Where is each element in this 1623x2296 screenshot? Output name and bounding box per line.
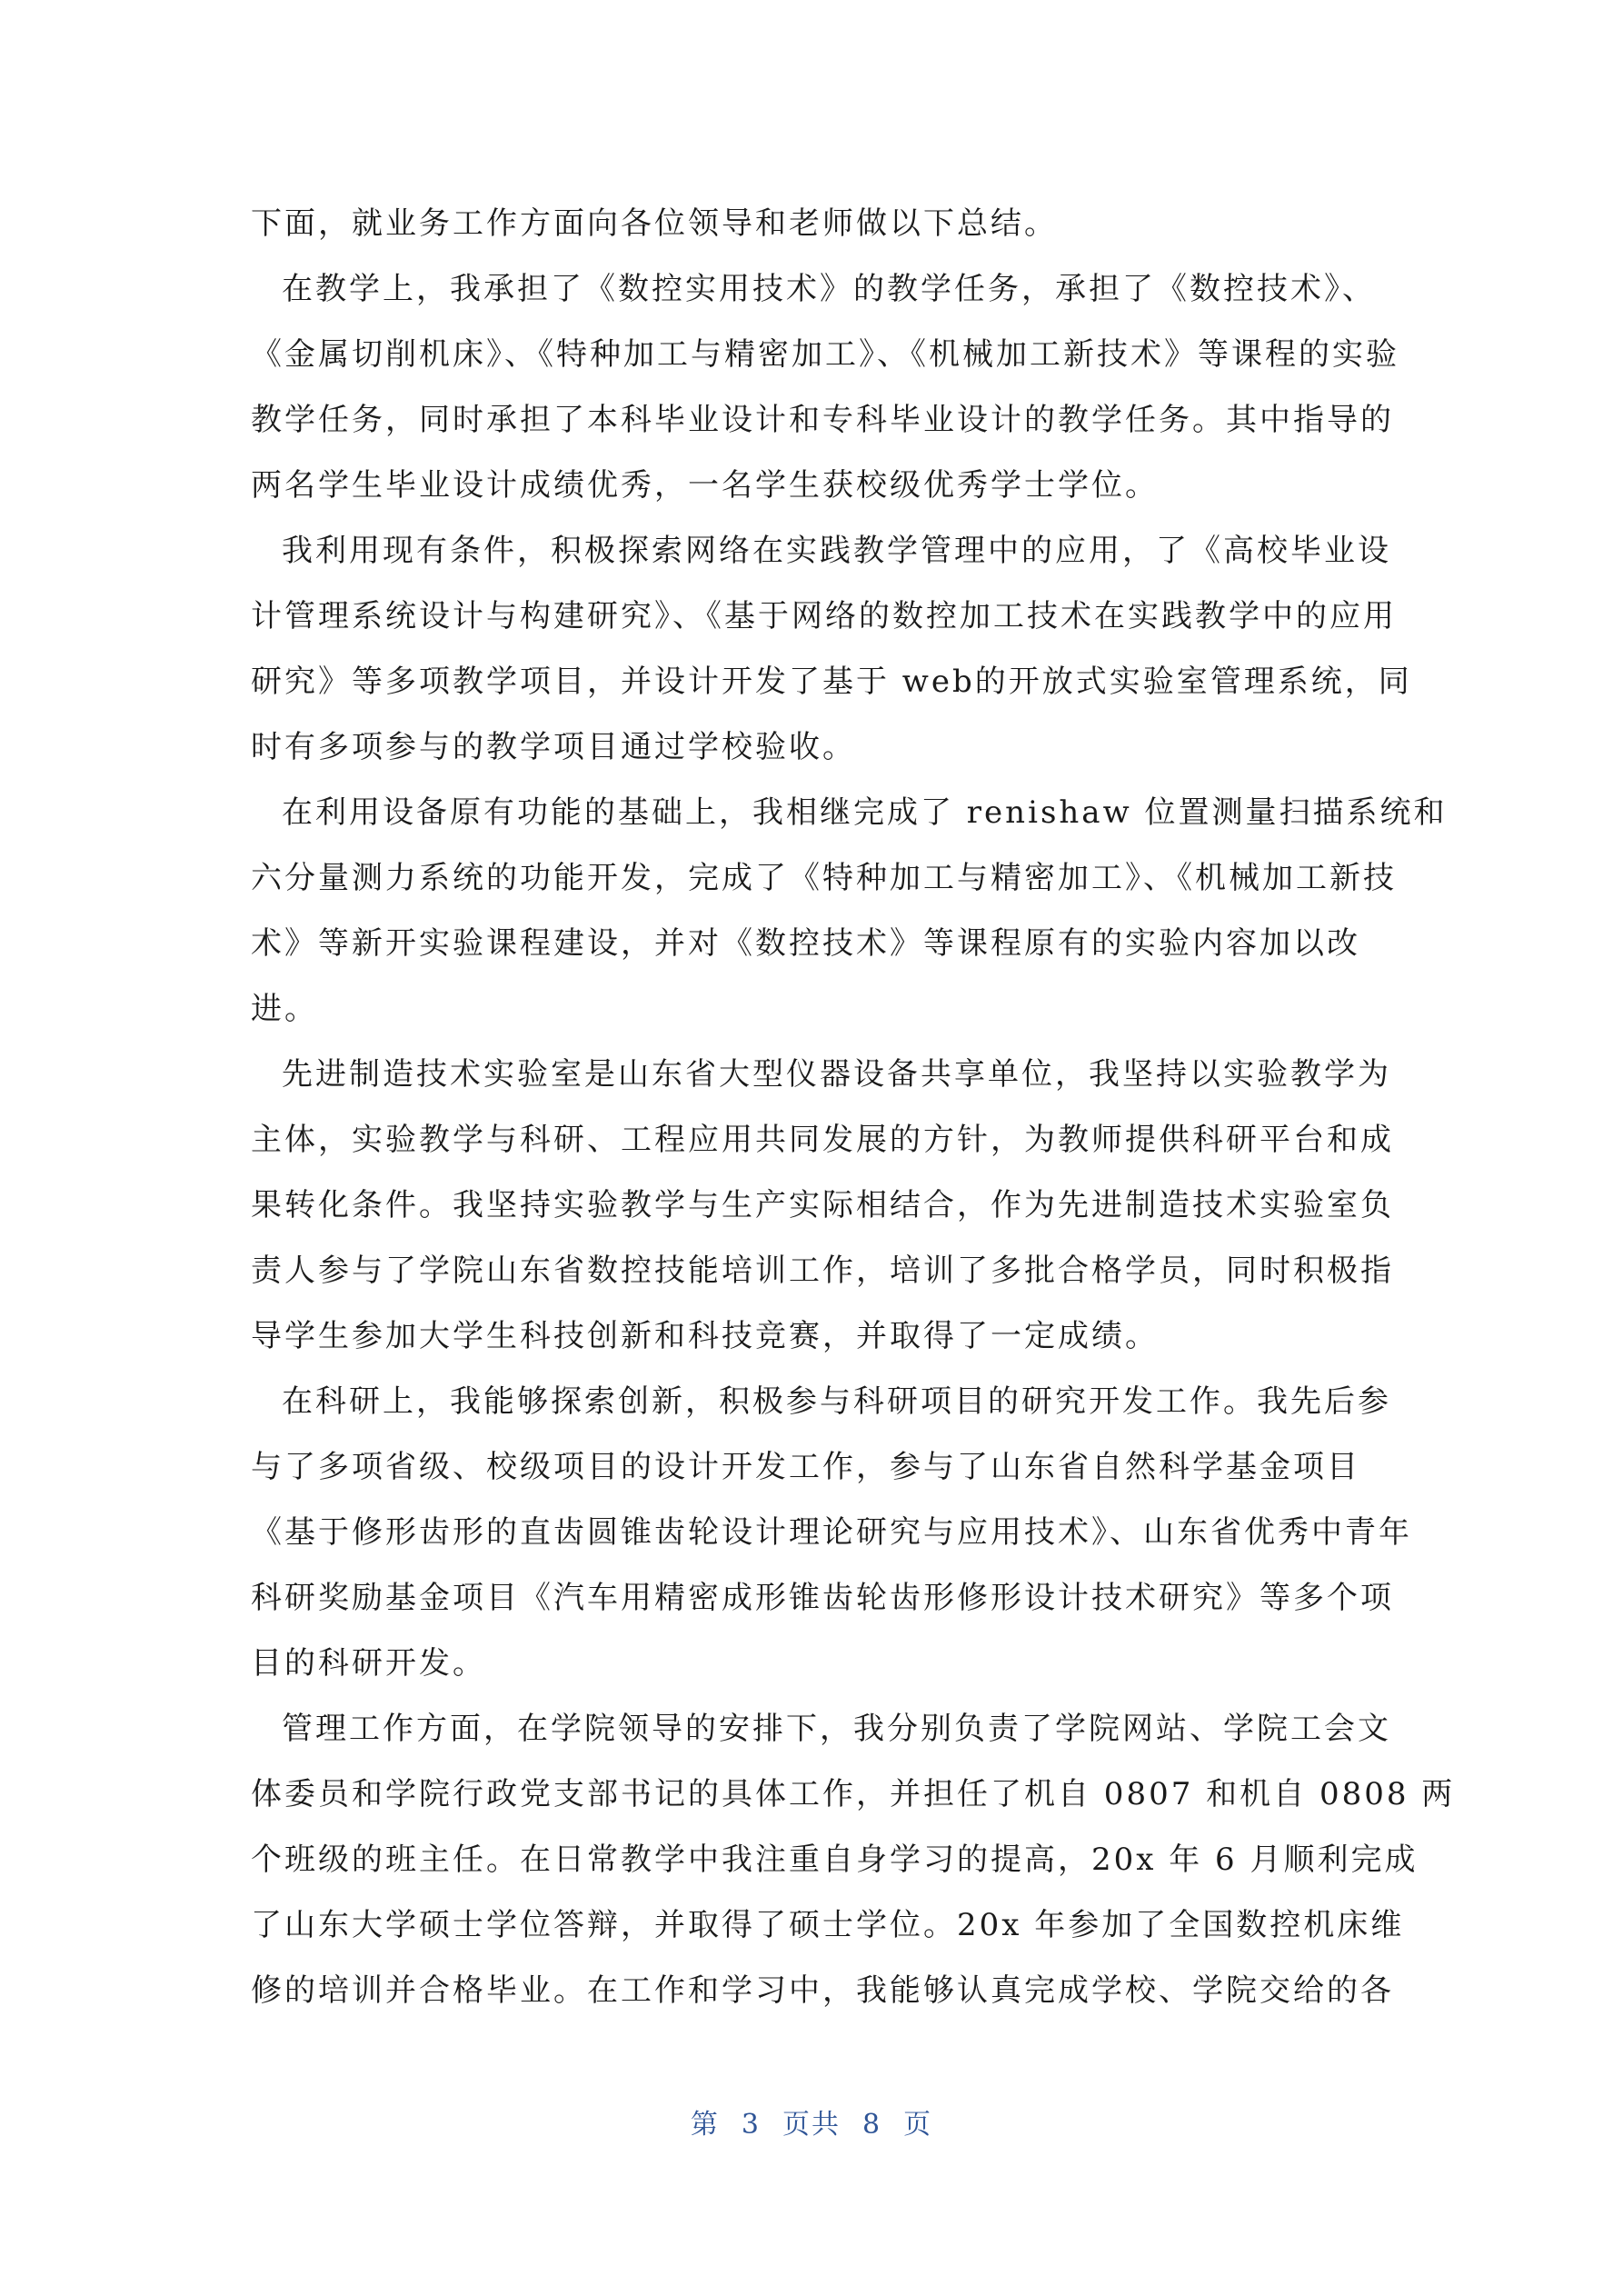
text-line: 与了多项省级、校级项目的设计开发工作，参与了山东省自然科学基金项目: [251, 1449, 1360, 1485]
text-line: 个班级的班主任。在日常教学中我注重自身学习的提高，20x 年 6 月顺利完成: [251, 1842, 1419, 1878]
text-line: 六分量测力系统的功能开发，完成了《特种加工与精密加工》、《机械加工新技: [251, 860, 1397, 896]
text-line: 研究》等多项教学项目，并设计开发了基于 web的开放式实验室管理系统，同: [251, 664, 1412, 700]
text-line: 在科研上，我能够探索创新，积极参与科研项目的研究开发工作。我先后参: [282, 1383, 1391, 1420]
text-line: 导学生参加大学生科技创新和科技竞赛，并取得了一定成绩。: [251, 1318, 1159, 1354]
text-line: 了山东大学硕士学位答辩，并取得了硕士学位。20x 年参加了全国数控机床维: [251, 1907, 1405, 1943]
text-line: 主体，实验教学与科研、工程应用共同发展的方针，为教师提供科研平台和成: [251, 1122, 1394, 1158]
text-line: 体委员和学院行政党支部书记的具体工作，并担任了机自 0807 和机自 0808 两: [251, 1776, 1456, 1812]
text-line: 进。: [251, 991, 318, 1027]
text-line: 教学任务，同时承担了本科毕业设计和专科毕业设计的教学任务。其中指导的: [251, 402, 1394, 438]
text-line: 先进制造技术实验室是山东省大型仪器设备共享单位，我坚持以实验教学为: [282, 1056, 1391, 1093]
text-line: 时有多项参与的教学项目通过学校验收。: [251, 729, 856, 765]
text-line: 计管理系统设计与构建研究》、《基于网络的数控加工技术在实践教学中的应用: [251, 598, 1397, 634]
footer-prefix: 第: [690, 2109, 720, 2141]
text-line: 科研奖励基金项目《汽车用精密成形锥齿轮齿形修形设计技术研究》等多个项: [251, 1580, 1394, 1616]
text-line: 在教学上，我承担了《数控实用技术》的教学任务，承担了《数控技术》、: [282, 271, 1376, 307]
text-line: 责人参与了学院山东省数控技能培训工作，培训了多批合格学员，同时积极指: [251, 1253, 1394, 1289]
footer-current-page: 3: [741, 2109, 761, 2141]
footer-total-pages: 8: [862, 2109, 882, 2141]
footer-suffix: 页: [903, 2109, 933, 2141]
text-line: 修的培训并合格毕业。在工作和学习中，我能够认真完成学校、学院交给的各: [251, 1972, 1394, 2009]
text-line: 术》等新开实验课程建设，并对《数控技术》等课程原有的实验内容加以改: [251, 925, 1360, 962]
text-line: 果转化条件。我坚持实验教学与生产实际相结合，作为先进制造技术实验室负: [251, 1187, 1394, 1223]
text-line: 管理工作方面，在学院领导的安排下，我分别负责了学院网站、学院工会文: [282, 1711, 1391, 1747]
text-line: 《基于修形齿形的直齿圆锥齿轮设计理论研究与应用技术》、山东省优秀中青年: [251, 1514, 1412, 1551]
text-line: 下面，就业务工作方面向各位领导和老师做以下总结。: [251, 205, 1058, 242]
text-line: 在利用设备原有功能的基础上，我相继完成了 renishaw 位置测量扫描系统和: [282, 794, 1448, 831]
text-line: 目的科研开发。: [251, 1645, 486, 1682]
text-line: 我利用现有条件，积极探索网络在实践教学管理中的应用，了《高校毕业设: [282, 533, 1391, 569]
text-line: 《金属切削机床》、《特种加工与精密加工》、《机械加工新技术》等课程的实验: [251, 336, 1399, 373]
document-body: [251, 191, 1456, 2023]
page-footer: [0, 2101, 1623, 2141]
text-line: 两名学生毕业设计成绩优秀，一名学生获校级优秀学士学位。: [251, 467, 1159, 504]
footer-middle: 页共: [782, 2109, 841, 2141]
